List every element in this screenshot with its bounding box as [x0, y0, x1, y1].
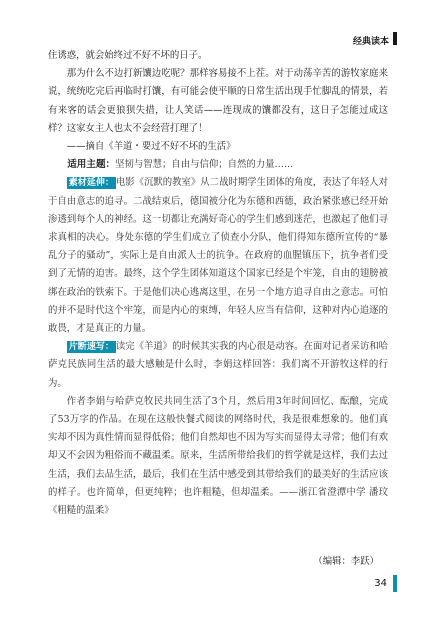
page-number: 34 [374, 578, 387, 589]
theme-line [48, 156, 388, 174]
theme-text: 坚韧与智慧；自由与信仰；自然的力量…… [115, 159, 294, 171]
extension-label: 素材延伸： [68, 178, 114, 189]
quote-paragraph-2: 那为什么不边打新馕边吃呢？那样容易接不上茬。对于动荡辛苦的游牧家庭来说，统统吃完后再临时打馕，有可能会使平顺的日常生活出现手忙脚乱的情景，若有来客的话会更狼狈失措，让人笑话——连现成的馕都没有，这日子怎能过成这样？这家女主人也太不会经营打理了！ [48, 68, 388, 134]
reflection-label: 片断速写： [68, 342, 114, 353]
theme-label: 适用主题： [67, 159, 116, 171]
reflection-text: 读完《羊道》的时候其实我的内心很是动容。在面对记者采访和哈萨克民族同生活的最大感触是什么时，李娟这样回答：我们离不开游牧这样的行为。 [48, 341, 388, 389]
article-body [48, 47, 388, 520]
header-bar [393, 32, 397, 45]
reflection-paragraph-2: 作者李娟与哈萨克牧民共同生活了3个月，然后用3年时间回忆、酝酿，完成了53万字的作品。在现在这般快餐式阅读的网络时代，我是很难想象的。他们真实却不因为真性情而显得低俗；他们自然却也不因为写实而显得太寻常；他们有欢却又不会因为粗俗而不藏温柔。原来，生活所带给我们的哲学就是这样，我们去过生活，我们去品生活，最后，我们在生活中感受到其带给我们的最美好的生活应该的样子。也许简单，但更纯粹；也许粗糙，但却温柔。——浙江省澄潭中学 潘玟《粗糙的温柔》 [48, 395, 388, 517]
extension-paragraph [48, 174, 388, 338]
quote-paragraph-1: 住诱惑，就会始终过不好不坏的日子。 [48, 50, 208, 61]
header-section-tag: 经典读本 [352, 37, 389, 47]
extension-text: 电影《沉默的教室》从二战时期学生团体的角度，表达了年轻人对于自由意志的追寻。二战结束后，德国被分化为东德和西德，政治紧张感已经开始渗透到每个人的神经。这一切都让充满好奇心的学生们感到迷茫，也激起了他们寻求真相的决心。身处东德的学生们成立了侦查小分队，他们得知东德所宣传的“暴乱分子的骚动”，实际上是自由派人士的抗争。在政府的血腥镇压下，抗争者们受到了无情的迫害。最终，这个学生团体知道这个国家已经是个牢笼，自由的翅膀被绑在政治的铁索下。于是他们决心逃离这里，在另一个地方追寻自由之意志。可怕的并不是时代这个牢笼，而是内心的束缚，年轻人应当有信仰，这种对内心追逐的敢畏，才是真正的力量。 [48, 177, 388, 335]
reflection-paragraph-1 [48, 338, 388, 393]
quote-source: ——摘自《羊道・要过不好不坏的生活》 [66, 141, 236, 153]
editor-credit: （编辑：李跃） [313, 556, 379, 567]
page-number-bar [393, 575, 397, 592]
